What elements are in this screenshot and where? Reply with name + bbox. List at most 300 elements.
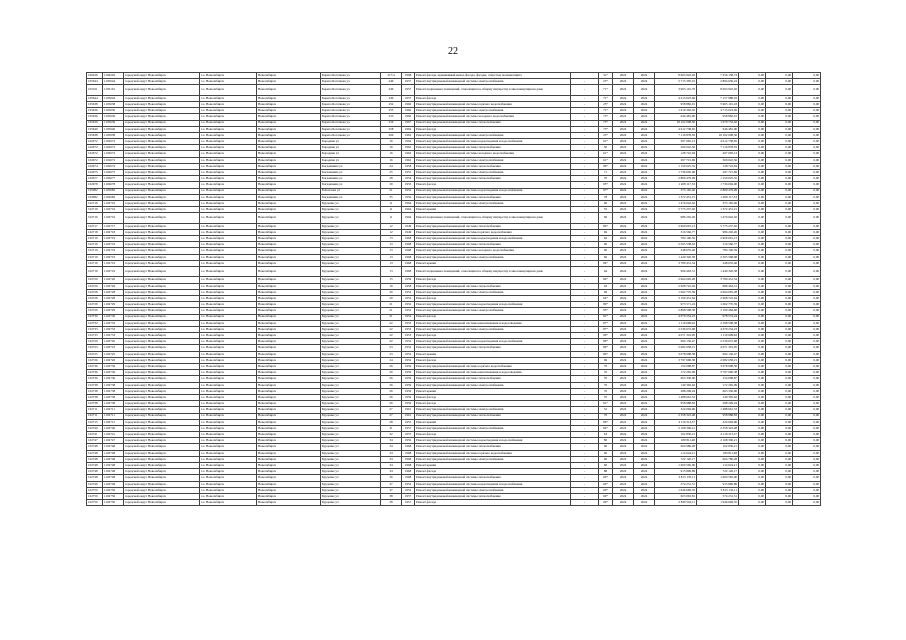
- cell-wear: 80: [599, 438, 613, 444]
- cell-settlement: Новосибирск: [257, 475, 321, 481]
- cell-subsidy: 316 566,77: [697, 242, 739, 248]
- cell-dash: -: [571, 108, 599, 114]
- cell-subsidy: 149 395,62: [697, 394, 739, 400]
- cell-y1: 2024: [613, 339, 634, 345]
- cell-y2: 2024: [634, 120, 655, 126]
- cell-y1: 2024: [613, 401, 634, 407]
- cell-y2: 2024: [634, 364, 655, 370]
- cell-work: Ремонт внутридомовой инженерной системы теплоснабжения: [415, 413, 571, 419]
- cell-district: городской округ Новосибирск: [124, 101, 200, 107]
- cell-subsidy: 784 196,59: [697, 248, 739, 254]
- cell-c1: 0,00: [739, 419, 766, 425]
- cell-y2: 2024: [634, 267, 655, 277]
- cell-settlement: Новосибирск: [257, 267, 321, 277]
- cell-c2: 0,00: [766, 493, 793, 499]
- cell-c1: 0,00: [739, 456, 766, 462]
- cell-settlement: Новосибирск: [257, 376, 321, 382]
- cell-c2: 0,00: [766, 432, 793, 438]
- cell-y1: 2024: [613, 163, 634, 169]
- cell-wear: 69: [599, 229, 613, 235]
- cell-c3: 0,00: [793, 419, 821, 425]
- cell-y1: 2024: [613, 229, 634, 235]
- cell-dash: -: [571, 229, 599, 235]
- cell-y1: 2024: [613, 351, 634, 357]
- cell-code: 1102748: [103, 456, 124, 462]
- cell-city: г.о. Новосибирск: [200, 407, 257, 413]
- cell-c3: 0,00: [793, 333, 821, 339]
- cell-district: городской округ Новосибирск: [124, 207, 200, 213]
- cell-wear: 84*: [599, 425, 613, 431]
- cell-house: 26: [381, 376, 402, 382]
- cell-code: 1102738: [103, 388, 124, 394]
- cell-street: Бориса Богаткова ул: [321, 114, 381, 120]
- cell-work: Ремонт внутридомовой инженерной системы теплоснабжения: [415, 163, 571, 169]
- cell-c1: 0,00: [739, 314, 766, 320]
- cell-street: Богдашкина ул: [321, 163, 381, 169]
- cell-c1: 0,00: [739, 73, 766, 79]
- cell-c2: 0,00: [766, 320, 793, 326]
- cell-district: городской округ Новосибирск: [124, 444, 200, 450]
- cell-subsidy: 3 190 484,68: [697, 308, 739, 314]
- cell-street: Бурденко ул: [321, 376, 381, 382]
- cell-code: 1102682: [103, 194, 124, 200]
- cell-c2: 0,00: [766, 145, 793, 151]
- cell-dash: -: [571, 351, 599, 357]
- cell-cost: 5 775 237,92: [655, 207, 697, 213]
- cell-subsidy: 2 894 636,24: [697, 79, 739, 85]
- cell-c2: 0,00: [766, 456, 793, 462]
- cell-y2: 2024: [634, 401, 655, 407]
- cell-id: 102749: [87, 481, 103, 487]
- cell-district: городской округ Новосибирск: [124, 438, 200, 444]
- cell-c1: 0,00: [739, 432, 766, 438]
- cell-subsidy: 288 209,24: [697, 401, 739, 407]
- cell-street: Бородина ул: [321, 157, 381, 163]
- cell-settlement: Новосибирск: [257, 382, 321, 388]
- cell-dash: -: [571, 182, 599, 188]
- cell-year: 1957: [402, 493, 415, 499]
- cell-id: 102729: [87, 308, 103, 314]
- cell-dash: -: [571, 163, 599, 169]
- cell-c1: 0,00: [739, 151, 766, 157]
- cell-district: городской округ Новосибирск: [124, 351, 200, 357]
- cell-subsidy: 114 624,21: [697, 463, 739, 469]
- cell-subsidy: 1 119 699,92: [697, 333, 739, 339]
- cell-city: г.о. Новосибирск: [200, 394, 257, 400]
- cell-cost: 8 663 922,02: [655, 73, 697, 79]
- cell-c3: 0,00: [793, 163, 821, 169]
- cell-id: 105636: [87, 114, 103, 120]
- cell-dash: -: [571, 370, 599, 376]
- cell-work: Ремонт фасада: [415, 126, 571, 132]
- cell-house: 258: [381, 126, 402, 132]
- cell-dash: -: [571, 493, 599, 499]
- cell-c2: 0,00: [766, 213, 793, 223]
- cell-house: 23: [381, 345, 402, 351]
- cell-work: Ремонт фасада: [415, 500, 571, 506]
- cell-c2: 0,00: [766, 95, 793, 101]
- cell-wear: 78: [599, 194, 613, 200]
- cell-wear: 80*: [599, 351, 613, 357]
- cell-dash: -: [571, 444, 599, 450]
- cell-c2: 0,00: [766, 223, 793, 229]
- cell-c2: 0,00: [766, 314, 793, 320]
- cell-c3: 0,00: [793, 79, 821, 85]
- cell-cost: 694 136,47: [655, 339, 697, 345]
- cell-y2: 2024: [634, 79, 655, 85]
- cell-c3: 0,00: [793, 242, 821, 248]
- cell-work: Ремонт внутридомовой инженерной системы горячего водоснабжения: [415, 101, 571, 107]
- cell-code: 1102677: [103, 176, 124, 182]
- cell-dash: -: [571, 333, 599, 339]
- cell-subsidy: 1 150 625,55: [697, 176, 739, 182]
- cell-code: 1102726: [103, 357, 124, 363]
- cell-c1: 0,00: [739, 163, 766, 169]
- cell-y1: 2024: [613, 357, 634, 363]
- cell-district: городской округ Новосибирск: [124, 95, 200, 101]
- cell-c1: 0,00: [739, 500, 766, 506]
- cell-code: 1102749: [103, 481, 124, 487]
- cell-dash: -: [571, 132, 599, 138]
- cell-settlement: Новосибирск: [257, 364, 321, 370]
- cell-district: городской округ Новосибирск: [124, 364, 200, 370]
- cell-c3: 0,00: [793, 194, 821, 200]
- cell-id: 105082: [87, 188, 103, 194]
- cell-work: Ремонт фасада: [415, 333, 571, 339]
- cell-wear: 91*: [599, 314, 613, 320]
- cell-y1: 2024: [613, 289, 634, 295]
- cell-city: г.о. Новосибирск: [200, 463, 257, 469]
- cell-settlement: Новосибирск: [257, 314, 321, 320]
- cell-cost: 172 265,09: [655, 370, 697, 376]
- cell-wear: 73*: [599, 126, 613, 132]
- cell-c3: 0,00: [793, 463, 821, 469]
- cell-settlement: Новосибирск: [257, 456, 321, 462]
- cell-subsidy: 3 780 431,54: [697, 277, 739, 283]
- cell-c2: 0,00: [766, 108, 793, 114]
- cell-work: Ремонт внутридомовой инженерной системы электроснабжения: [415, 425, 571, 431]
- cell-city: г.о. Новосибирск: [200, 413, 257, 419]
- cell-c1: 0,00: [739, 182, 766, 188]
- cell-city: г.о. Новосибирск: [200, 163, 257, 169]
- cell-subsidy: 1 062 770,59: [697, 302, 739, 308]
- cell-y1: 2024: [613, 277, 634, 283]
- cell-settlement: Новосибирск: [257, 493, 321, 499]
- cell-code: 1102719: [103, 242, 124, 248]
- cell-city: г.о. Новосибирск: [200, 108, 257, 114]
- cell-code: 1102748: [103, 450, 124, 456]
- cell-work: Ремонт внутридомовой инженерной системы электроснабжения: [415, 157, 571, 163]
- cell-dash: -: [571, 120, 599, 126]
- cell-settlement: Новосибирск: [257, 469, 321, 475]
- cell-street: Бурденко ул: [321, 425, 381, 431]
- cell-c1: 0,00: [739, 188, 766, 194]
- cell-dash: -: [571, 357, 599, 363]
- cell-work: Ремонт внутридомовой инженерной системы электроснабжения: [415, 407, 571, 413]
- cell-subsidy: 297 665,13: [697, 151, 739, 157]
- cell-cost: 2 565 558,63: [655, 242, 697, 248]
- cell-y2: 2024: [634, 139, 655, 145]
- cell-cost: 1 062 770,59: [655, 289, 697, 295]
- cell-year: 1968: [402, 469, 415, 475]
- cell-c2: 0,00: [766, 163, 793, 169]
- cell-y2: 2024: [634, 326, 655, 332]
- cell-id: 102750: [87, 493, 103, 499]
- cell-work: Ремонт фасада: [415, 432, 571, 438]
- cell-cost: 4 071 319,95: [655, 333, 697, 339]
- cell-street: Богдашкина ул: [321, 176, 381, 182]
- cell-settlement: Новосибирск: [257, 114, 321, 120]
- cell-district: городской округ Новосибирск: [124, 170, 200, 176]
- cell-y1: 2024: [613, 126, 634, 132]
- cell-wear: 60: [599, 242, 613, 248]
- cell-settlement: Новосибирск: [257, 388, 321, 394]
- cell-c2: 0,00: [766, 326, 793, 332]
- cell-wear: 25*: [599, 101, 613, 107]
- cell-house: 24: [381, 357, 402, 363]
- cell-dash: -: [571, 145, 599, 151]
- cell-cost: 297 665,13: [655, 139, 697, 145]
- cell-id: 102748: [87, 456, 103, 462]
- cell-code: 1102716: [103, 200, 124, 206]
- cell-work: Ремонт внутридомовой инженерной системы водоотведения и водоснабжения: [415, 139, 571, 145]
- cell-house: 249: [381, 79, 402, 85]
- cell-work: Ремонт фасада: [415, 401, 571, 407]
- cell-district: городской округ Новосибирск: [124, 357, 200, 363]
- cell-c3: 0,00: [793, 326, 821, 332]
- cell-c1: 0,00: [739, 114, 766, 120]
- cell-city: г.о. Новосибирск: [200, 364, 257, 370]
- cell-c2: 0,00: [766, 73, 793, 79]
- cell-c1: 0,00: [739, 126, 766, 132]
- cell-district: городской округ Новосибирск: [124, 163, 200, 169]
- cell-district: городской округ Новосибирск: [124, 260, 200, 266]
- cell-cost: 1 476 042,02: [655, 200, 697, 206]
- cell-street: Бориса Богаткова ул: [321, 132, 381, 138]
- cell-code: 1102741: [103, 432, 124, 438]
- cell-code: 1102748: [103, 463, 124, 469]
- cell-c2: 0,00: [766, 463, 793, 469]
- cell-city: г.о. Новосибирск: [200, 382, 257, 388]
- cell-district: городской округ Новосибирск: [124, 188, 200, 194]
- cell-c1: 0,00: [739, 85, 766, 95]
- cell-house: 22: [381, 320, 402, 326]
- cell-c2: 0,00: [766, 407, 793, 413]
- cell-y2: 2024: [634, 413, 655, 419]
- cell-cost: 1 119 699,92: [655, 320, 697, 326]
- cell-house: 253: [381, 114, 402, 120]
- cell-house: 32: [381, 432, 402, 438]
- cell-wear: 60: [599, 463, 613, 469]
- cell-dash: -: [571, 126, 599, 132]
- cell-settlement: Новосибирск: [257, 229, 321, 235]
- cell-c2: 0,00: [766, 182, 793, 188]
- cell-id: 102732: [87, 320, 103, 326]
- cell-dash: -: [571, 85, 599, 95]
- cell-code: 1105636: [103, 114, 124, 120]
- cell-y1: 2024: [613, 326, 634, 332]
- cell-street: Бурденко ул: [321, 370, 381, 376]
- cell-c3: 0,00: [793, 132, 821, 138]
- cell-y1: 2024: [613, 394, 634, 400]
- cell-dash: -: [571, 463, 599, 469]
- cell-district: городской округ Новосибирск: [124, 370, 200, 376]
- cell-y2: 2024: [634, 382, 655, 388]
- cell-work: Ремонт фасада, недвижимый выход фасада, фасады, отмостки, молниезащита: [415, 73, 571, 79]
- cell-y1: 2024: [613, 85, 634, 95]
- cell-cost: 574 231,51: [655, 481, 697, 487]
- cell-house: 30: [381, 182, 402, 188]
- cell-code: 1102736: [103, 370, 124, 376]
- cell-c1: 0,00: [739, 132, 766, 138]
- cell-code: 1102736: [103, 376, 124, 382]
- cell-code: 1105644: [103, 79, 124, 85]
- cell-street: Бориса Богаткова ул: [321, 120, 381, 126]
- cell-house: 38: [381, 500, 402, 506]
- cell-street: Бородина ул: [321, 139, 381, 145]
- cell-c3: 0,00: [793, 370, 821, 376]
- cell-settlement: Новосибирск: [257, 79, 321, 85]
- cell-id: 102748: [87, 444, 103, 450]
- cell-settlement: Новосибирск: [257, 345, 321, 351]
- cell-year: 1998: [402, 73, 415, 79]
- cell-settlement: Новосибирск: [257, 450, 321, 456]
- cell-subsidy: 248 655,46: [697, 260, 739, 266]
- cell-district: городской округ Новосибирск: [124, 394, 200, 400]
- cell-dash: -: [571, 254, 599, 260]
- cell-city: г.о. Новосибирск: [200, 188, 257, 194]
- cell-code: 1105638: [103, 132, 124, 138]
- cell-district: городской округ Новосибирск: [124, 432, 200, 438]
- cell-wear: 60: [599, 248, 613, 254]
- cell-work: Ремонт внутридомовой инженерной системы электроснабжения: [415, 308, 571, 314]
- cell-house: 34: [381, 444, 402, 450]
- cell-year: 1959: [402, 364, 415, 370]
- cell-c2: 0,00: [766, 339, 793, 345]
- cell-y2: 2024: [634, 170, 655, 176]
- cell-y2: 2024: [634, 339, 655, 345]
- cell-c3: 0,00: [793, 254, 821, 260]
- cell-settlement: Новосибирск: [257, 444, 321, 450]
- cell-y1: 2024: [613, 481, 634, 487]
- cell-c1: 0,00: [739, 376, 766, 382]
- cell-district: городской округ Новосибирск: [124, 500, 200, 506]
- cell-c3: 0,00: [793, 456, 821, 462]
- cell-city: г.о. Новосибирск: [200, 194, 257, 200]
- cell-c1: 0,00: [739, 425, 766, 431]
- cell-subsidy: 2 598 508,38: [697, 320, 739, 326]
- cell-street: Бурденко ул: [321, 283, 381, 289]
- cell-city: г.о. Новосибирск: [200, 236, 257, 242]
- cell-year: 1959: [402, 382, 415, 388]
- cell-y2: 2024: [634, 407, 655, 413]
- cell-subsidy: 8 663 922,02: [697, 85, 739, 95]
- cell-subsidy: 4 079 254,23: [697, 326, 739, 332]
- cell-street: Бобохлова ул: [321, 188, 381, 194]
- cell-c2: 0,00: [766, 364, 793, 370]
- cell-dash: -: [571, 95, 599, 101]
- cell-district: городской округ Новосибирск: [124, 223, 200, 229]
- cell-y1: 2024: [613, 73, 634, 79]
- cell-work: Ремонт внутридомовой инженерной системы теплоснабжения: [415, 493, 571, 499]
- cell-c1: 0,00: [739, 170, 766, 176]
- cell-c2: 0,00: [766, 277, 793, 283]
- cell-y2: 2024: [634, 295, 655, 301]
- cell-district: городской округ Новосибирск: [124, 419, 200, 425]
- cell-code: 1102720: [103, 339, 124, 345]
- cell-house: 20: [381, 295, 402, 301]
- cell-city: г.о. Новосибирск: [200, 200, 257, 206]
- cell-work: Ремонт фасада: [415, 182, 571, 188]
- cell-dash: -: [571, 475, 599, 481]
- cell-year: 1957: [402, 425, 415, 431]
- cell-c2: 0,00: [766, 413, 793, 419]
- cell-id: 105638: [87, 101, 103, 107]
- cell-settlement: Новосибирск: [257, 401, 321, 407]
- cell-subsidy: 1 736 004,00: [697, 182, 739, 188]
- cell-id: 102723: [87, 345, 103, 351]
- cell-c2: 0,00: [766, 132, 793, 138]
- cell-district: городской округ Новосибирск: [124, 401, 200, 407]
- cell-y1: 2024: [613, 302, 634, 308]
- cell-city: г.о. Новосибирск: [200, 213, 257, 223]
- cell-c3: 0,00: [793, 500, 821, 506]
- cell-id: 102725: [87, 351, 103, 357]
- cell-house: 27: [381, 413, 402, 419]
- cell-city: г.о. Новосибирск: [200, 438, 257, 444]
- cell-city: г.о. Новосибирск: [200, 314, 257, 320]
- cell-y1: 2024: [613, 145, 634, 151]
- cell-y2: 2024: [634, 200, 655, 206]
- cell-c1: 0,00: [739, 438, 766, 444]
- cell-c1: 0,00: [739, 254, 766, 260]
- cell-cost: 3 780 431,54: [655, 260, 697, 266]
- cell-wear: 25*: [599, 132, 613, 138]
- cell-work: Ремонт внутридомовой инженерной системы теплоснабжения: [415, 444, 571, 450]
- cell-subsidy: 2 964 065,28: [697, 289, 739, 295]
- cell-city: г.о. Новосибирск: [200, 500, 257, 506]
- cell-id: 102741: [87, 432, 103, 438]
- cell-y2: 2024: [634, 207, 655, 213]
- cell-subsidy: 2 809 479,09: [697, 188, 739, 194]
- cell-work: Ремонт крыши: [415, 351, 571, 357]
- cell-city: г.о. Новосибирск: [200, 351, 257, 357]
- cell-y1: 2024: [613, 248, 634, 254]
- cell-city: г.о. Новосибирск: [200, 73, 257, 79]
- cell-cost: 180 811,48: [655, 438, 697, 444]
- cell-cost: 2 839 503,11: [655, 500, 697, 506]
- cell-year: 1960: [402, 101, 415, 107]
- cell-y2: 2024: [634, 157, 655, 163]
- cell-dash: -: [571, 308, 599, 314]
- cell-c1: 0,00: [739, 475, 766, 481]
- cell-c2: 0,00: [766, 188, 793, 194]
- cell-dash: -: [571, 223, 599, 229]
- cell-district: городской округ Новосибирск: [124, 456, 200, 462]
- cell-wear: 90*: [599, 333, 613, 339]
- cell-work: Ремонт внутридомовой инженерной системы водоотведения и водоснабжения: [415, 481, 571, 487]
- cell-y1: 2024: [613, 170, 634, 176]
- cell-c3: 0,00: [793, 188, 821, 194]
- cell-wear: 87*: [599, 326, 613, 332]
- cell-y2: 2024: [634, 419, 655, 425]
- cell-house: 28: [381, 176, 402, 182]
- cell-year: 1960: [402, 114, 415, 120]
- cell-house: 256: [381, 120, 402, 126]
- cell-wear: 52: [599, 407, 613, 413]
- cell-house: 11: [381, 213, 402, 223]
- cell-id: 102678: [87, 182, 103, 188]
